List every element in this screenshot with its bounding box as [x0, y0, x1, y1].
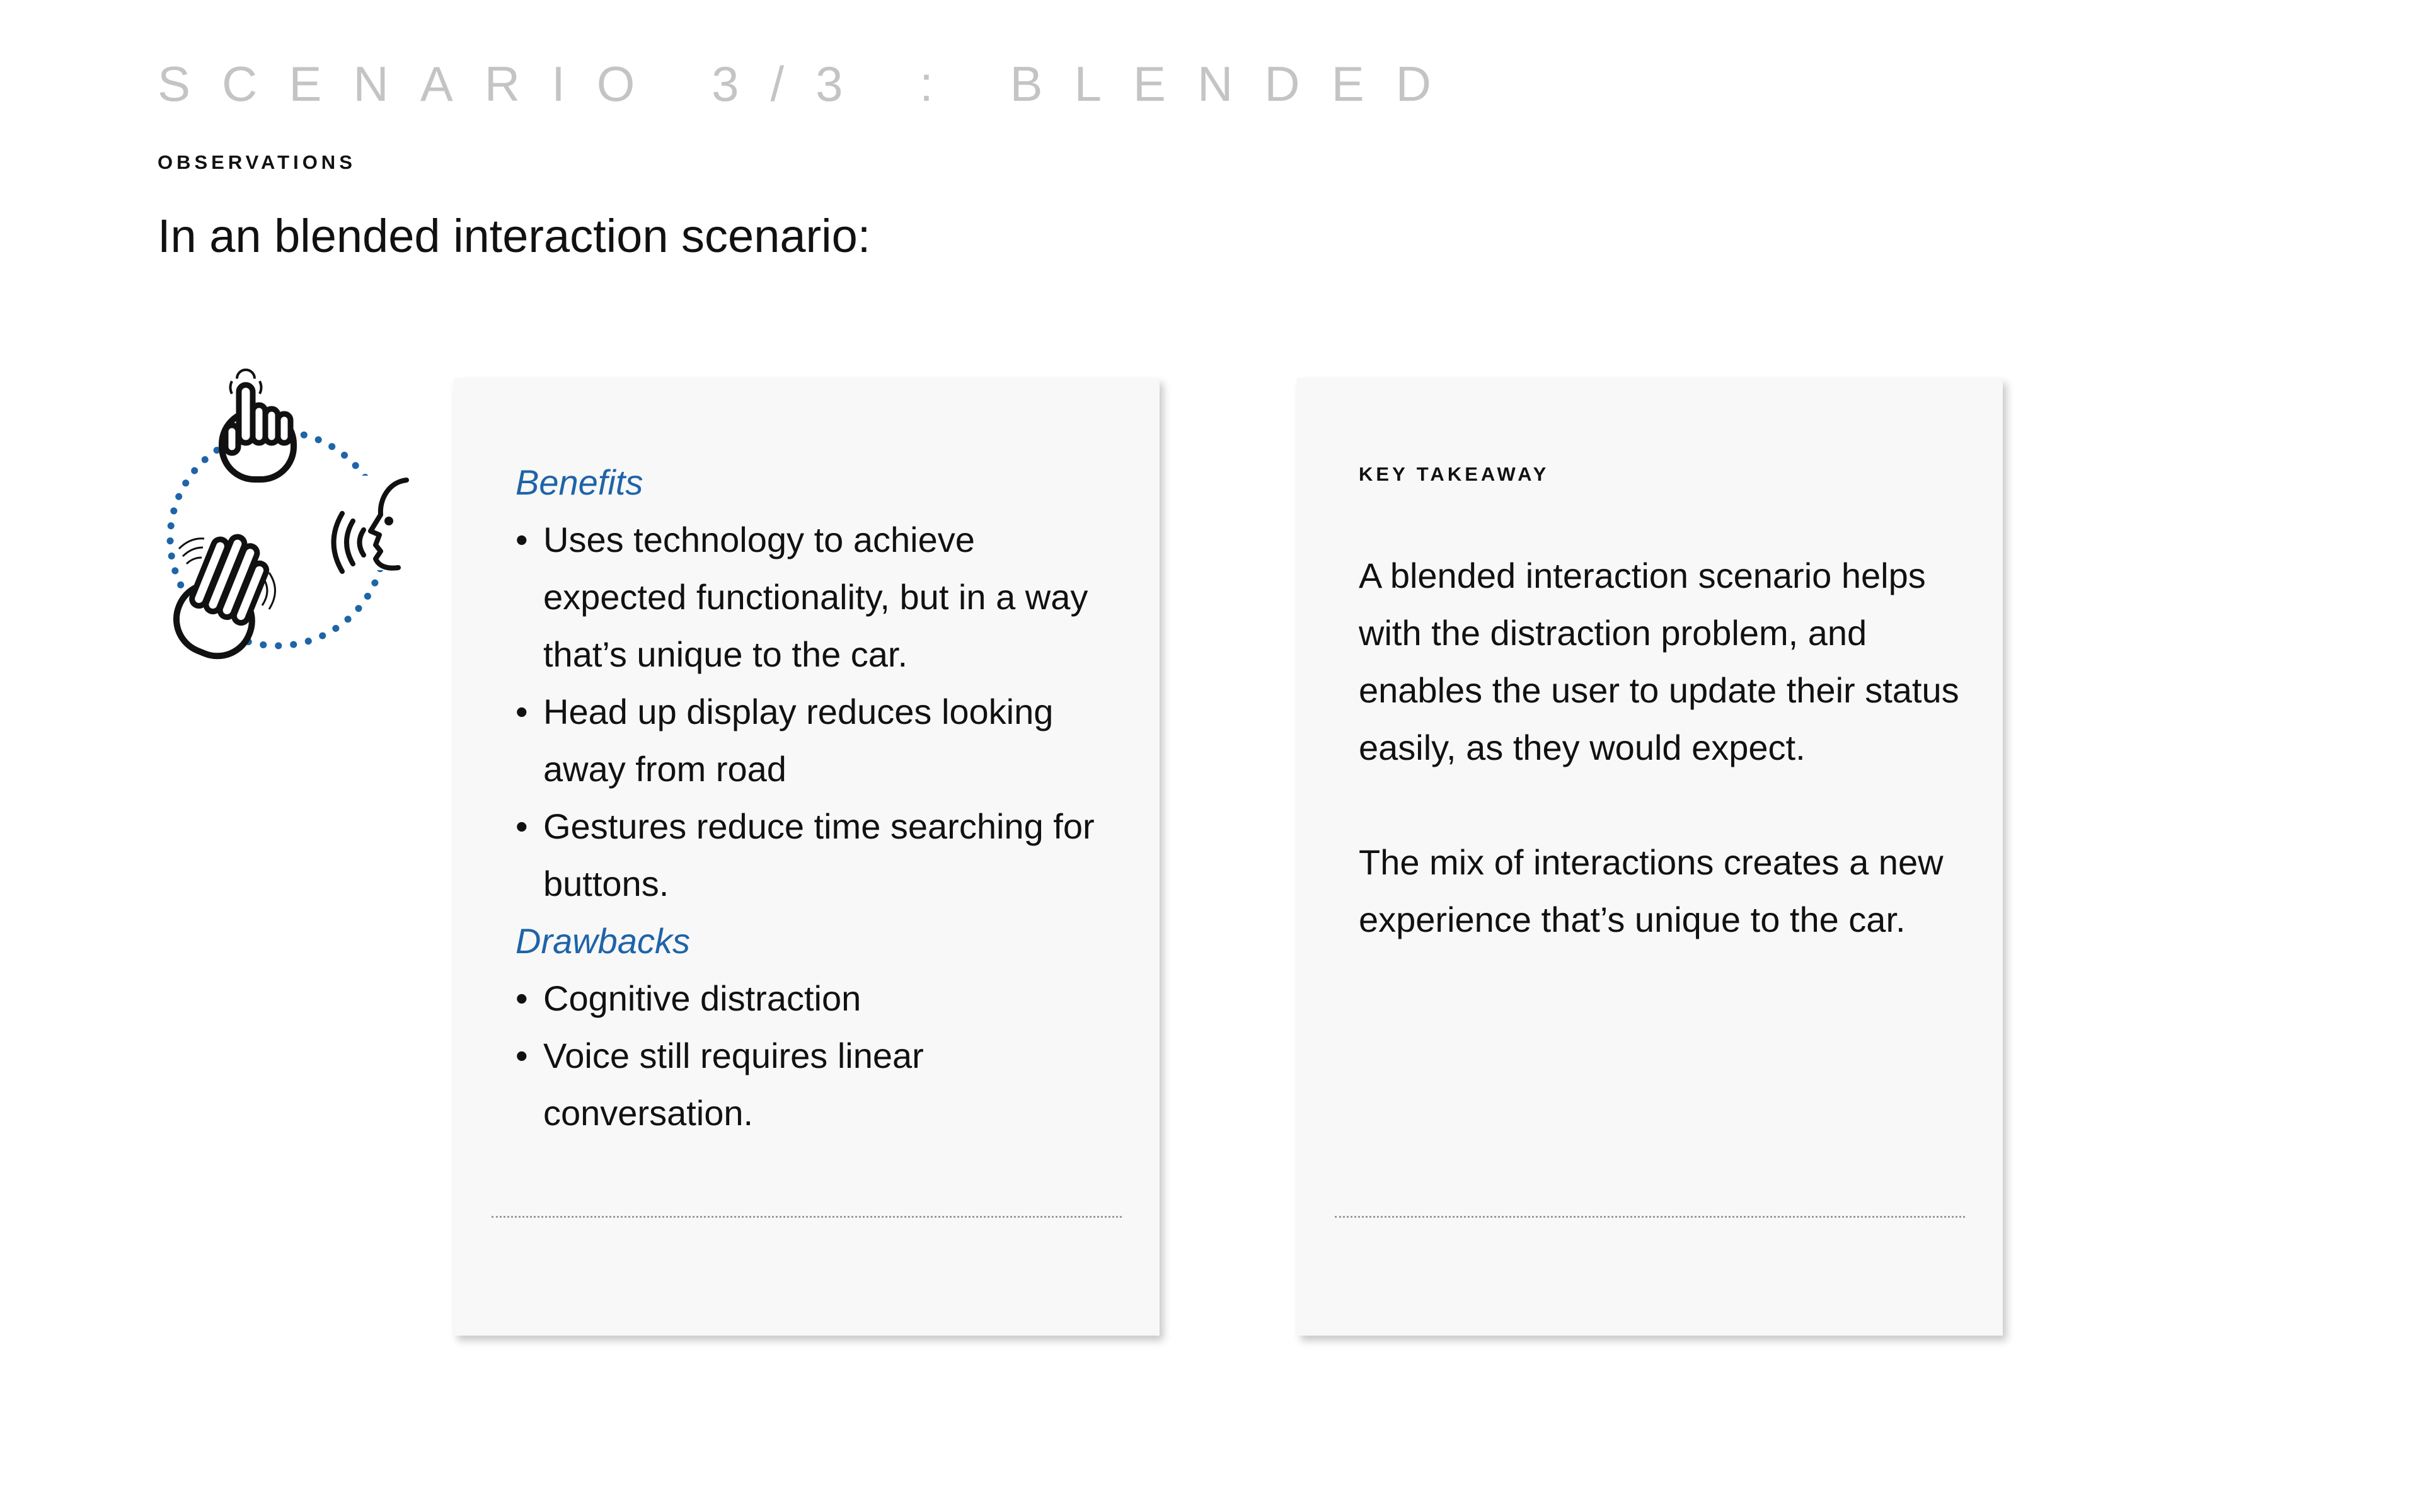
card-divider: [1335, 1216, 1965, 1218]
benefit-item: • Head up display reduces looking away from road: [516, 683, 1122, 798]
page-title: SCENARIO 3/3 : BLENDED: [158, 56, 1463, 112]
drawbacks-list: [516, 970, 1122, 1142]
card-divider: [492, 1216, 1122, 1218]
takeaway-paragraph: The mix of interactions creates a new experience that’s unique to the car.: [1359, 842, 1944, 939]
interaction-modes-icon-group: [151, 356, 416, 671]
interaction-modes-illustration: [151, 356, 416, 671]
observations-card: [454, 378, 1160, 1336]
speaking-face-icon: [334, 476, 407, 571]
observations-content: [516, 454, 1122, 1142]
key-takeaway-content: [1359, 454, 1965, 1005]
drawback-item: • Cognitive distraction: [516, 970, 1122, 1027]
takeaway-paragraph: A blended interaction scenario helps with the distraction problem, and enables the user to update their status easily, as they would expect.: [1359, 556, 1959, 767]
drawback-item: • Voice still requires linear conversation.: [516, 1027, 1122, 1142]
key-takeaway-label: KEY TAKEAWAY: [1359, 463, 1550, 485]
benefits-list: [516, 511, 1122, 912]
section-label: OBSERVATIONS: [158, 151, 356, 173]
drawbacks-heading: Drawbacks: [516, 921, 690, 961]
key-takeaway-card: [1297, 378, 2003, 1336]
benefit-item: • Uses technology to achieve expected functionality, but in a way that’s unique to the car.: [516, 511, 1122, 683]
benefits-heading: Benefits: [516, 462, 643, 502]
intro-heading: In an blended interaction scenario:: [158, 210, 871, 262]
benefit-item: • Gestures reduce time searching for buttons.: [516, 798, 1122, 912]
tap-hand-icon: [222, 370, 294, 479]
